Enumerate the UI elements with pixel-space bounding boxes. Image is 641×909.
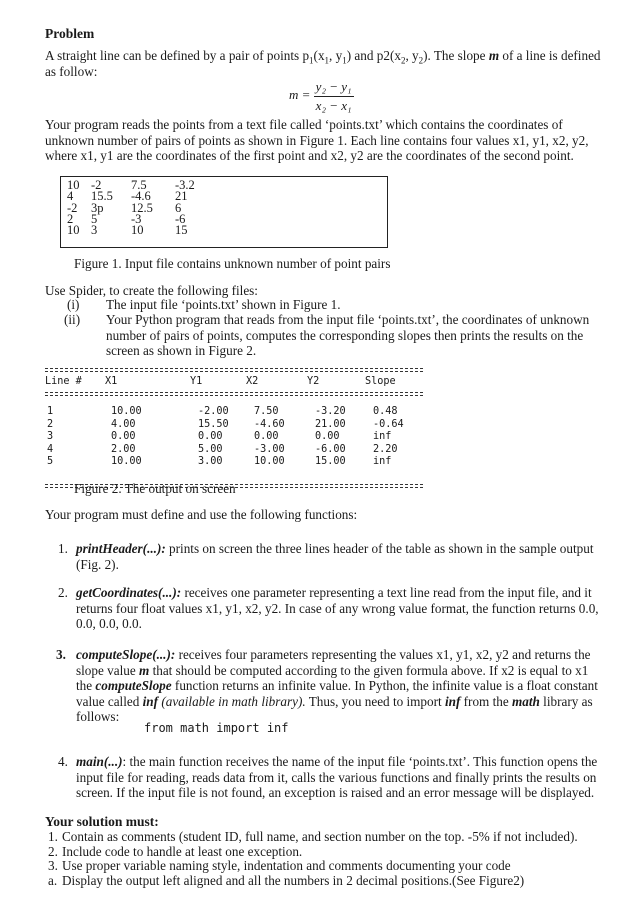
- output-cell: 0.00: [111, 431, 136, 443]
- intro-paragraph: [45, 48, 615, 79]
- solution-item: [48, 858, 628, 873]
- output-header-cell: X2: [246, 376, 259, 387]
- figure1-cell: -2: [67, 200, 78, 215]
- output-header-cell: Y2: [307, 376, 320, 387]
- para-line: Your Python program that reads from the input file ‘points.txt’, the coordinates of unknown: [106, 312, 590, 327]
- intro-line-1: A straight line can be defined by a pair of points $p_1(x_1$, $y_1$) and $p2(x_2$, $y_2$). The slope m of a line is defined: [45, 48, 601, 66]
- output-cell: -3.00: [254, 443, 285, 455]
- para-line: unknown number of pairs of points as shown in Figure 1. Each line contains four values x1, y1, x2, y2,: [45, 132, 589, 148]
- description-paragraph: [45, 117, 620, 164]
- output-header-cell: Slope: [365, 376, 396, 387]
- output-cell: 0.48: [373, 406, 398, 417]
- output-cell: 10.00: [254, 456, 285, 468]
- para-line: receives one parameter representing a text line read from the input file, and it: [184, 585, 592, 600]
- output-header-cell: Line #: [45, 376, 82, 387]
- functions-intro: Your program must define and use the following functions:: [45, 507, 358, 522]
- f1-description: [76, 541, 621, 572]
- output-cell: 0.00: [254, 431, 279, 443]
- output-cell: 0.00: [198, 431, 223, 443]
- figure1-table: [67, 180, 205, 236]
- output-cell: -4.60: [254, 418, 285, 430]
- figure1-cell: 2: [67, 211, 74, 226]
- output-cell: 0.00: [315, 431, 340, 443]
- solution-item: [48, 844, 628, 859]
- solution-item: [48, 829, 628, 844]
- output-cell: 5: [47, 456, 54, 468]
- output-cell: -2.00: [198, 406, 229, 417]
- solution-item-text: Contain as comments (student ID, full name, and section number on the top. -5% if not included).: [62, 829, 578, 844]
- output-row: [45, 406, 423, 418]
- output-row: [45, 431, 423, 443]
- f4-number: 4.: [58, 754, 68, 769]
- para-line: screen. If the input file is not found, an exception is raised and an error message will be displayed.: [76, 785, 595, 800]
- solution-item-marker: a.: [48, 872, 58, 888]
- output-cell: 21.00: [315, 418, 346, 430]
- spider-intro: Use Spider, to create the following files:: [45, 283, 258, 298]
- figure1-box: [60, 176, 388, 248]
- output-cell: 15.00: [315, 456, 346, 468]
- figure1-cell: 6: [175, 200, 182, 215]
- figure1-cell: 7.5: [131, 178, 147, 192]
- output-cell: 2.00: [111, 443, 136, 455]
- figure1-cell: 21: [175, 189, 188, 204]
- figure1-cell: -6: [175, 211, 186, 226]
- solution-item: [48, 873, 628, 888]
- f3-number: 3.: [56, 647, 66, 662]
- figure1-cell: 10: [67, 223, 80, 238]
- intro-line-2: as follow:: [45, 63, 98, 79]
- figure1-cell: 3p: [91, 200, 104, 215]
- output-cell: 2.20: [373, 443, 398, 455]
- slope-formula: [289, 79, 354, 113]
- figure2-output: [45, 368, 423, 488]
- output-cell: 10.00: [111, 456, 142, 468]
- figure2-caption: Figure 2. The output on screen: [74, 481, 236, 496]
- output-cell: 15.50: [198, 418, 229, 430]
- para-line: returns four float values x1, y1, x2, y2. In case of any wrong value format, the function returns 0.0,: [76, 600, 599, 616]
- para-line: prints on screen the three lines header of the table as shown in the sample output: [169, 541, 594, 556]
- output-cell: 5.00: [198, 443, 223, 455]
- figure1-cell: -4.6: [131, 189, 151, 204]
- solution-item-text: Display the output left aligned and all the numbers in 2 decimal positions.(See Figure2): [62, 872, 525, 888]
- formula-fraction: [314, 79, 354, 113]
- output-cell: 3: [47, 431, 54, 443]
- figure1-cell: 3: [91, 223, 98, 238]
- output-cell: 3.00: [198, 456, 223, 468]
- para-line: follows:: [76, 709, 120, 724]
- spider-item1-text: The input file ‘points.txt’ shown in Figure 1.: [106, 297, 341, 312]
- output-rule-mid: [45, 392, 423, 396]
- solution-item-text: Use proper variable naming style, indentation and comments documenting your code: [62, 858, 511, 874]
- output-cell: -6.00: [315, 443, 346, 455]
- f4-description: [76, 754, 621, 801]
- figure1-caption: Figure 1. Input file contains unknown number of point pairs: [74, 256, 391, 271]
- para-line: where x1, y1 are the coordinates of the first point and x2, y2 are the coordinates of the second point.: [45, 148, 574, 163]
- output-cell: -3.20: [315, 406, 346, 417]
- output-rule-top: [45, 368, 423, 372]
- output-cell: 4: [47, 443, 54, 455]
- output-cell: 2: [47, 418, 54, 430]
- solution-item-marker: 1.: [48, 829, 58, 844]
- figure1-cell: 12.5: [131, 200, 153, 215]
- output-cell: 10.00: [111, 406, 142, 417]
- output-header-cell: Y1: [190, 376, 203, 387]
- output-row: [45, 456, 423, 468]
- formula-lhs: m =: [289, 86, 311, 102]
- f2-description: [76, 585, 621, 632]
- output-cell: inf: [373, 456, 392, 468]
- para-line: : the main function receives the name of the input file ‘points.txt’. This function opens the: [122, 754, 598, 769]
- output-header-row: [45, 376, 423, 390]
- formula-denominator: x₂ − x₁: [315, 97, 352, 113]
- figure1-cell: 15.5: [91, 189, 113, 204]
- formula-numerator: y₂ − y₁: [314, 79, 354, 97]
- para-line: receives four parameters representing the values x1, y1, x2, y2 and returns the: [178, 647, 591, 662]
- solution-item-text: Include code to handle at least one exception.: [62, 843, 303, 859]
- spider-item2-text: [106, 312, 616, 359]
- figure1-cell: 4: [67, 189, 74, 204]
- para-line: Your program reads the points from a text file called ‘points.txt’ which contains the coordinates of: [45, 117, 563, 132]
- output-header-cell: X1: [105, 376, 118, 387]
- solution-item-marker: 2.: [48, 843, 58, 859]
- solution-list: [48, 829, 628, 887]
- output-cell: 4.00: [111, 418, 136, 430]
- para-line: screen as shown in Figure 2.: [106, 343, 257, 358]
- figure1-cell: 10: [67, 178, 80, 192]
- figure1-row: [67, 225, 205, 236]
- para-line: (Fig. 2).: [76, 556, 119, 572]
- figure1-cell: -3: [131, 211, 142, 226]
- spider-item1-marker: (i): [67, 297, 80, 312]
- problem-heading: Problem: [45, 26, 95, 41]
- f3-description: computeSlope(...): receives four parameters representing the values x1, y1, x2, y2 and returns the slope value m that should be computed according to the given formula above. If x2 is equal to x1 the computeSlope function returns an infinite value. In Python, the infinite value is a float constant value called inf (available in math library). Thus, you need to import inf from the math library as follows:: [76, 647, 621, 725]
- output-cell: inf: [373, 431, 392, 443]
- spider-item2-marker: (ii): [64, 312, 81, 327]
- para-line: 0.0, 0.0, 0.0.: [76, 616, 142, 631]
- figure1-cell: -2: [91, 178, 102, 192]
- f3-name: computeSlope(...):: [76, 647, 176, 662]
- figure1-cell: 10: [131, 223, 144, 238]
- f2-name: getCoordinates(...):: [76, 585, 182, 600]
- output-cell: -0.64: [373, 418, 404, 430]
- f1-name: printHeader(...):: [76, 541, 166, 556]
- output-cell: 1: [47, 406, 54, 417]
- output-row: [45, 444, 423, 456]
- f4-name: main(...): [76, 754, 123, 769]
- output-rows: [45, 406, 423, 484]
- output-cell: 7.50: [254, 406, 279, 417]
- code-import-inf: from math import inf: [144, 721, 289, 735]
- solution-heading: Your solution must:: [45, 814, 159, 829]
- figure1-cell: -3.2: [175, 178, 195, 192]
- para-line: input file for reading, reads data from it, calls the various functions and finally prints the results on: [76, 769, 597, 785]
- figure1-cell: 15: [175, 223, 188, 238]
- f1-number: 1.: [58, 541, 68, 556]
- para-line: number of pairs of points, computes the corresponding slopes then prints the results on the: [106, 327, 584, 343]
- figure1-cell: 5: [91, 211, 98, 226]
- f2-number: 2.: [58, 585, 68, 600]
- solution-item-marker: 3.: [48, 858, 58, 874]
- output-row: [45, 419, 423, 431]
